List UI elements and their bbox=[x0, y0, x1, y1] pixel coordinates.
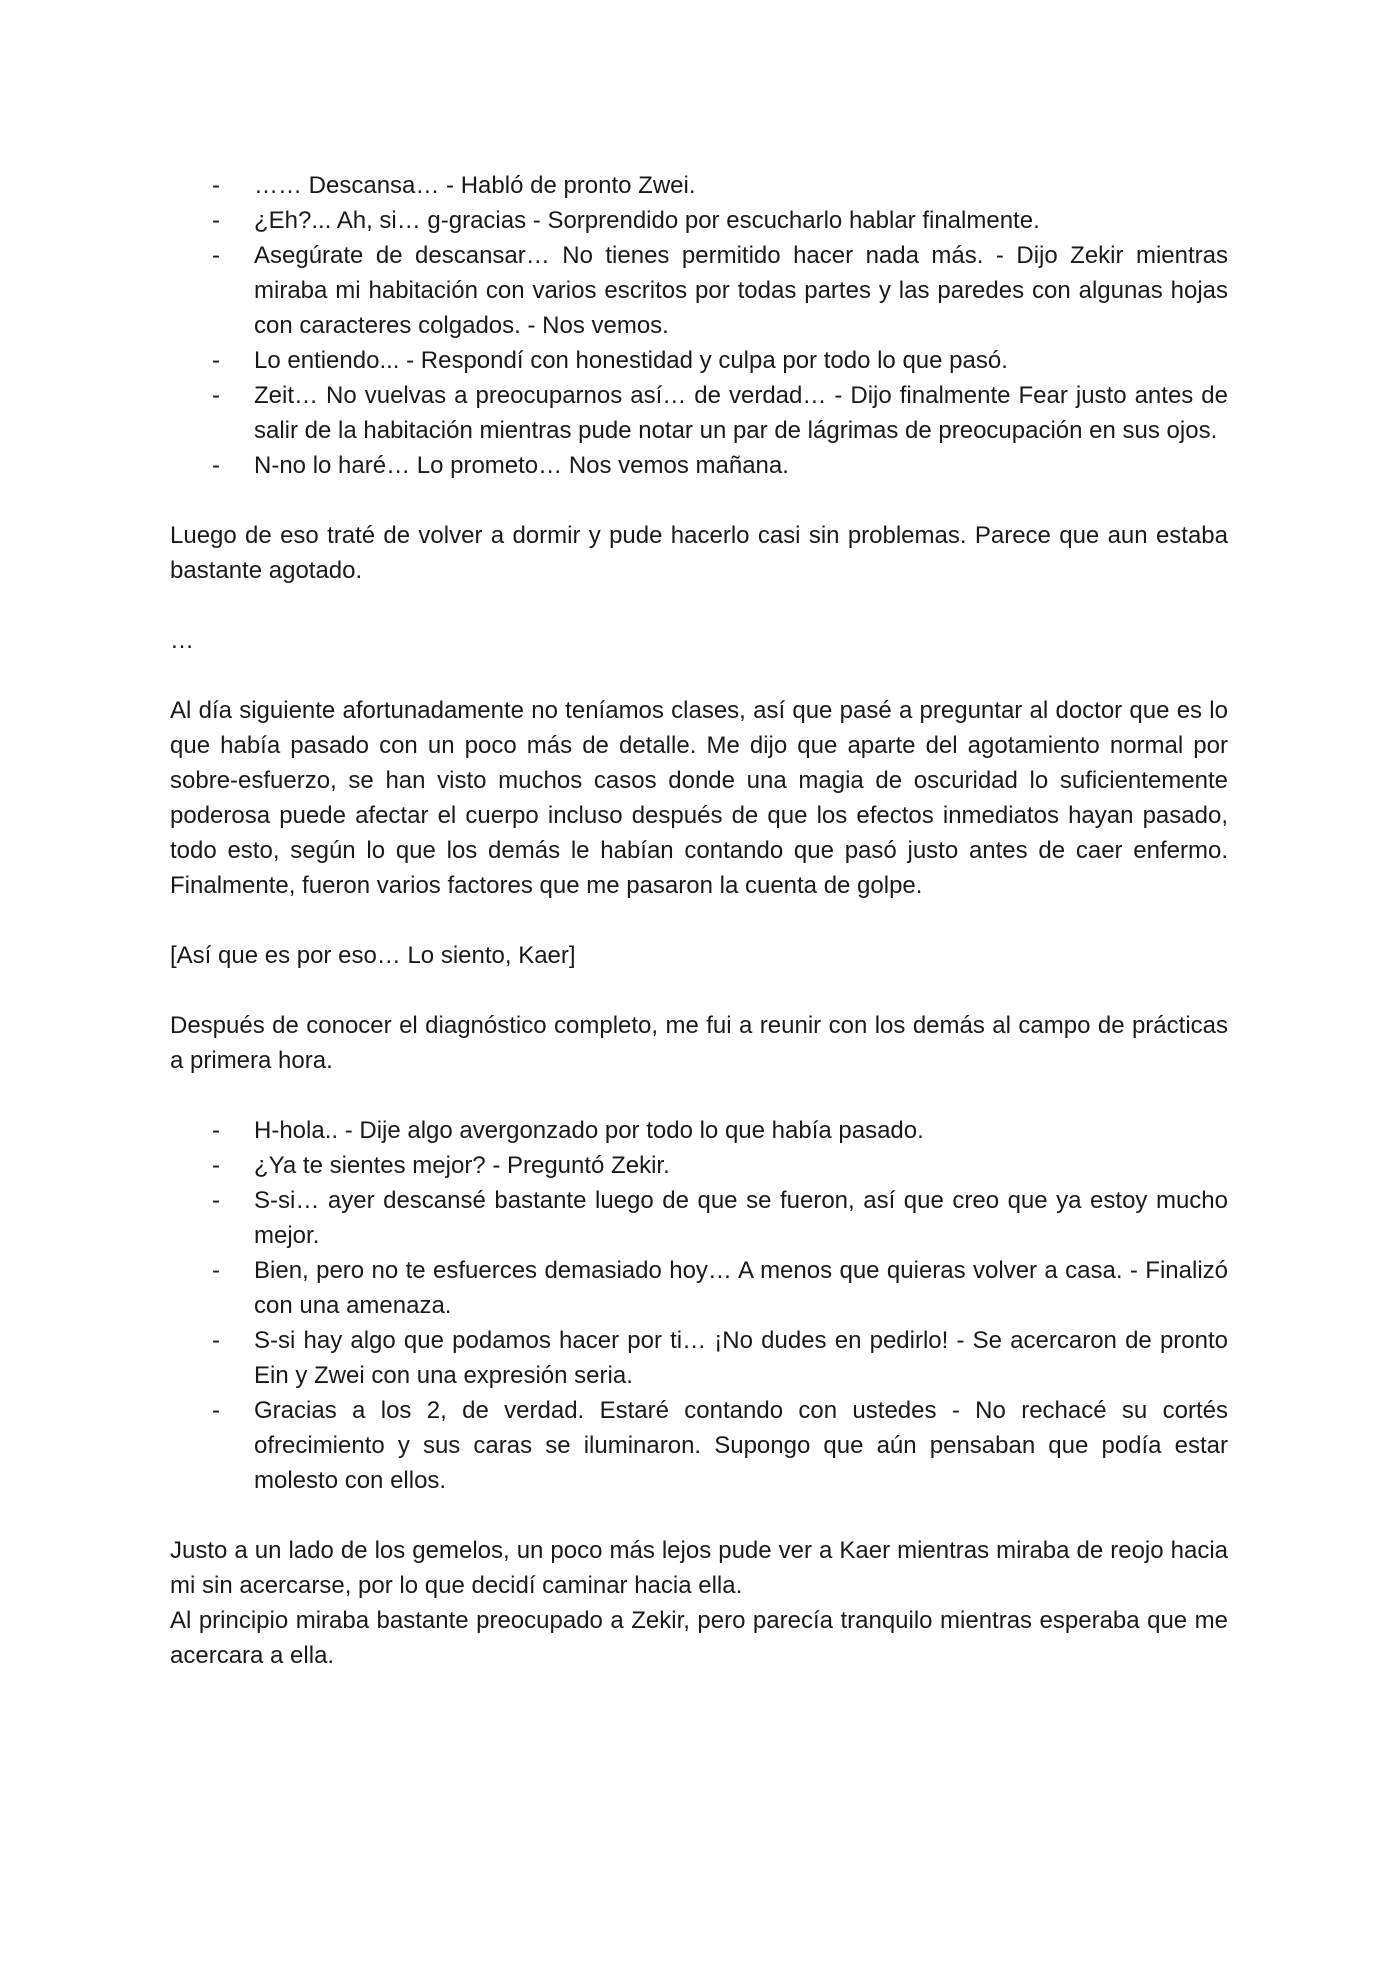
dash-marker: - bbox=[212, 207, 220, 234]
list-item-text: H-hola.. - Dije algo avergonzado por todo lo que había pasado. bbox=[254, 1117, 924, 1144]
list-item bbox=[170, 1393, 1228, 1498]
paragraph-doctor-diagnosis: Al día siguiente afortunadamente no teníamos clases, así que pasé a preguntar al doctor que es lo que había pasado con un poco más de detalle. Me dijo que aparte del agotamiento normal por sobre-esfuerzo, se han visto muchos casos donde una magia de oscuridad lo suficientemente poderosa puede afectar el cuerpo incluso después de que los efectos inmediatos hayan pasado, todo esto, según lo que los demás le habían contando que pasó justo antes de caer enfermo. Finalmente, fueron varios factores que me pasaron la cuenta de golpe. bbox=[170, 697, 1228, 899]
list-item-text: …… Descansa… - Habló de pronto Zwei. bbox=[254, 172, 696, 199]
dash-marker: - bbox=[212, 172, 220, 199]
list-item bbox=[170, 1183, 1228, 1253]
paragraph-inner-thought: [Así que es por eso… Lo siento, Kaer] bbox=[170, 942, 576, 969]
list-item-text: ¿Eh?... Ah, si… g-gracias - Sorprendido por escucharlo hablar finalmente. bbox=[254, 207, 1040, 234]
dash-marker: - bbox=[212, 1327, 220, 1354]
list-item-text: ¿Ya te sientes mejor? - Preguntó Zekir. bbox=[254, 1152, 670, 1179]
list-item bbox=[170, 1113, 1228, 1148]
list-item-text: Asegúrate de descansar… No tienes permitido hacer nada más. - Dijo Zekir mientras miraba mi habitación con varios escritos por todas partes y las paredes con algunas hojas con caracteres colgados. - Nos vemos. bbox=[254, 242, 1228, 339]
dash-marker: - bbox=[212, 1152, 220, 1179]
list-item bbox=[170, 168, 1228, 203]
list-item-text: N-no lo haré… Lo prometo… Nos vemos mañana. bbox=[254, 452, 789, 479]
dialogue-list-2 bbox=[170, 1113, 1228, 1498]
list-item-text: Bien, pero no te esfuerces demasiado hoy… A menos que quieras volver a casa. - Finalizó con una amenaza. bbox=[254, 1257, 1228, 1319]
scene-break-ellipsis: … bbox=[170, 627, 194, 654]
list-item-text: S-si… ayer descansé bastante luego de que se fueron, así que creo que ya estoy mucho mejor. bbox=[254, 1187, 1228, 1249]
dash-marker: - bbox=[212, 1397, 220, 1424]
list-item bbox=[170, 378, 1228, 448]
list-item bbox=[170, 1253, 1228, 1323]
paragraph-kaer: Justo a un lado de los gemelos, un poco más lejos pude ver a Kaer mientras miraba de reojo hacia mi sin acercarse, por lo que decidí caminar hacia ella. bbox=[170, 1537, 1228, 1599]
dash-marker: - bbox=[212, 1257, 220, 1284]
paragraph-meeting: Después de conocer el diagnóstico completo, me fui a reunir con los demás al campo de prácticas a primera hora. bbox=[170, 1012, 1228, 1074]
list-item-text: Gracias a los 2, de verdad. Estaré contando con ustedes - No rechacé su cortés ofrecimiento y sus caras se iluminaron. Supongo que aún pensaban que podía estar molesto con ellos. bbox=[254, 1397, 1228, 1494]
list-item bbox=[170, 238, 1228, 343]
dash-marker: - bbox=[212, 452, 220, 479]
dash-marker: - bbox=[212, 347, 220, 374]
dash-marker: - bbox=[212, 242, 220, 269]
dash-marker: - bbox=[212, 1187, 220, 1214]
list-item bbox=[170, 448, 1228, 483]
dash-marker: - bbox=[212, 1117, 220, 1144]
list-item bbox=[170, 343, 1228, 378]
dash-marker: - bbox=[212, 382, 220, 409]
list-item-text: S-si hay algo que podamos hacer por ti… ¡No dudes en pedirlo! - Se acercaron de pronto Ein y Zwei con una expresión seria. bbox=[254, 1327, 1228, 1389]
list-item bbox=[170, 203, 1228, 238]
list-item bbox=[170, 1323, 1228, 1393]
paragraph-zekir: Al principio miraba bastante preocupado a Zekir, pero parecía tranquilo mientras esperaba que me acercara a ella. bbox=[170, 1607, 1228, 1669]
document-page bbox=[170, 168, 1228, 1673]
list-item bbox=[170, 1148, 1228, 1183]
list-item-text: Lo entiendo... - Respondí con honestidad y culpa por todo lo que pasó. bbox=[254, 347, 1008, 374]
dialogue-list-1 bbox=[170, 168, 1228, 483]
list-item-text: Zeit… No vuelvas a preocuparnos así… de verdad… - Dijo finalmente Fear justo antes de salir de la habitación mientras pude notar un par de lágrimas de preocupación en sus ojos. bbox=[254, 382, 1228, 444]
paragraph-after-sleep: Luego de eso traté de volver a dormir y pude hacerlo casi sin problemas. Parece que aun estaba bastante agotado. bbox=[170, 522, 1228, 584]
